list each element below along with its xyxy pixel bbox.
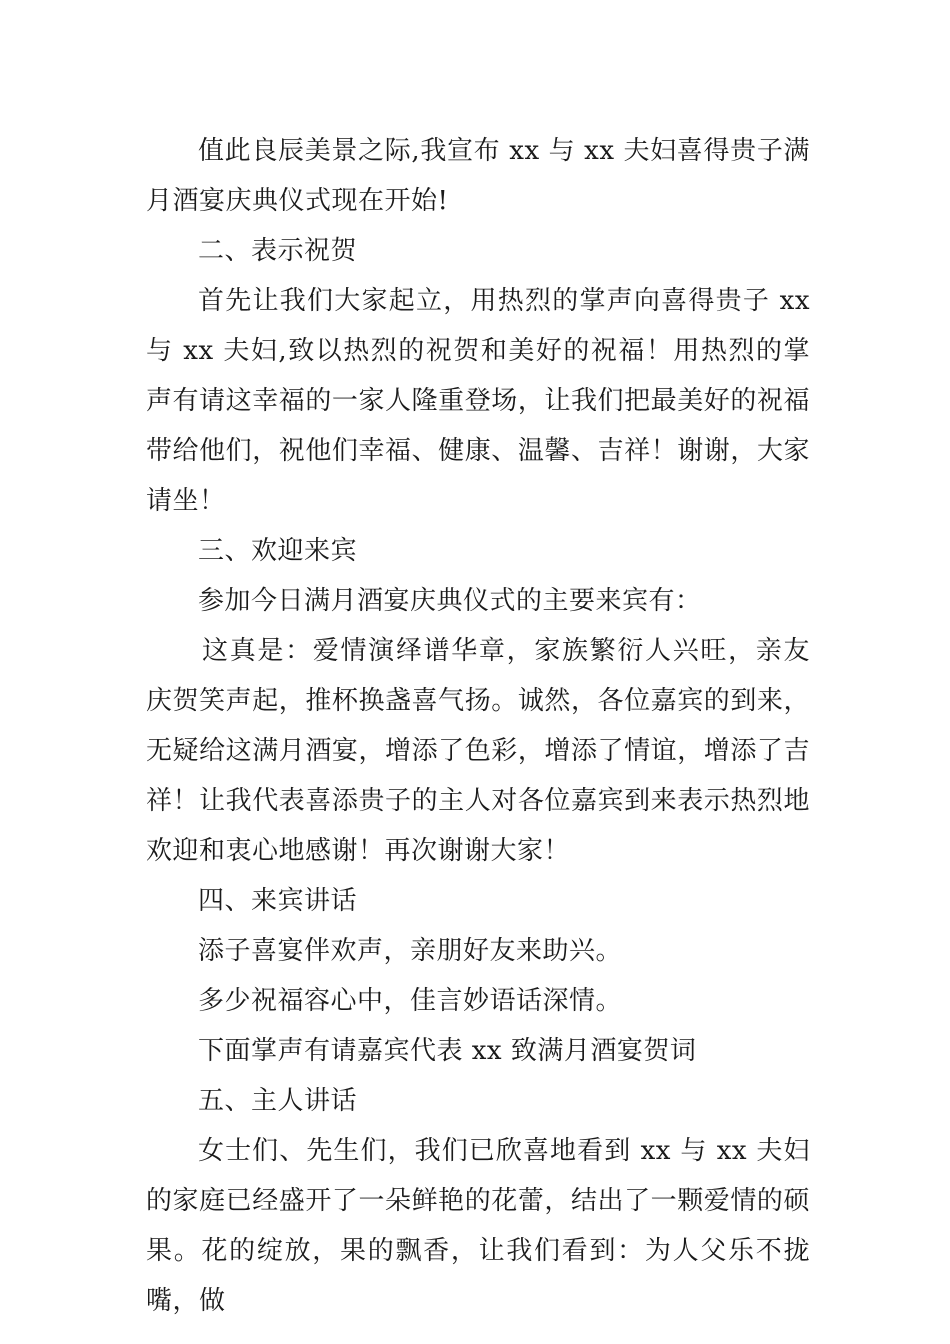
paragraph-invite-guest-representative: 下面掌声有请嘉宾代表 xx 致满月酒宴贺词 [198,1036,697,1066]
paragraph-congratulations: 首先让我们大家起立，用热烈的掌声向喜得贵子 xx 与 xx 夫妇,致以热烈的祝贺和美好的祝福！用热烈的掌声有请这幸福的一家人隆重登场，让我们把最美好的祝福带给他们，祝他们幸福、健康、温馨、吉祥！谢谢，大家请坐！ [146,286,810,516]
verse-line-1: 添子喜宴伴欢声，亲朋好友来助兴。 [198,936,623,966]
section-heading-guest-speech: 四、来宾讲话 [198,886,358,916]
document-body [146,126,810,1326]
section-heading-welcome-guests: 三、欢迎来宾 [198,536,358,566]
verse-line-2: 多少祝福容心中，佳言妙语话深情。 [198,986,623,1016]
paragraph-host-speech: 女士们、先生们，我们已欣喜地看到 xx 与 xx 夫妇的家庭已经盛开了一朵鲜艳的花蕾，结出了一颗爱情的硕果。花的绽放，果的飘香，让我们看到：为人父乐不拢嘴，做 [146,1136,810,1316]
section-heading-host-speech: 五、主人讲话 [198,1086,358,1116]
section-heading-congratulations: 二、表示祝贺 [198,236,358,266]
paragraph-welcome: 这真是：爱情演绎谱华章，家族繁衍人兴旺，亲友庆贺笑声起，推杯换盏喜气扬。诚然，各位嘉宾的到来，无疑给这满月酒宴，增添了色彩，增添了情谊，增添了吉祥！让我代表喜添贵子的主人对各位嘉宾到来表示热烈地欢迎和衷心地感谢！再次谢谢大家！ [146,636,810,866]
paragraph-opening-announcement: 值此良辰美景之际,我宣布 xx 与 xx 夫妇喜得贵子满月酒宴庆典仪式现在开始! [146,136,810,216]
paragraph-main-guests: 参加今日满月酒宴庆典仪式的主要来宾有： [198,586,702,616]
